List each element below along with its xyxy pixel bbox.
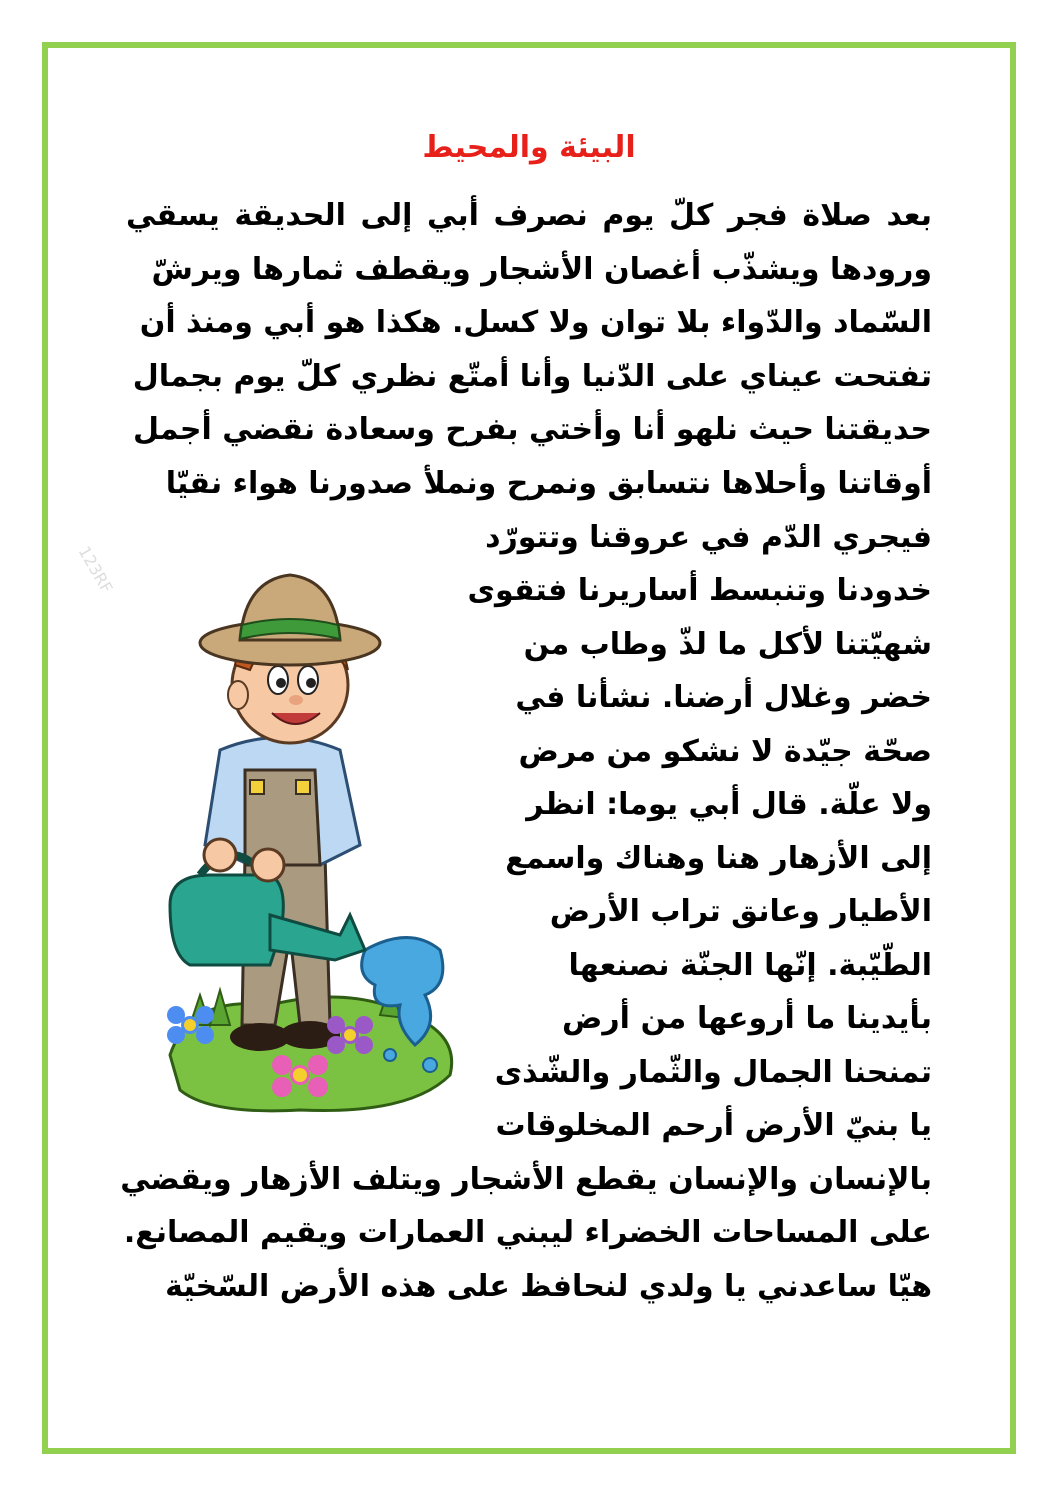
text-line: هيّا ساعدني يا ولدي لنحافظ على هذه الأرض السّخيّة: [165, 1269, 932, 1304]
text-line: صحّة جيّدة لا نشكو من مرض: [518, 734, 932, 769]
text-line: شهيّتنا لأكل ما لذّ وطاب من: [523, 627, 932, 662]
text-line: تمنحنا الجمال والثّمار والشّذى: [494, 1055, 932, 1090]
text-line: بعد صلاة فجر كلّ يوم نصرف أبي إلى الحديقة يسقي: [126, 198, 932, 233]
text-line: الطّيّبة. إنّها الجنّة نصنعها: [568, 948, 932, 983]
text-line: بالإنسان والإنسان يقطع الأشجار ويتلف الأزهار ويقضي: [120, 1162, 932, 1197]
text-line: يا بنيّ الأرض أرحم المخلوقات: [495, 1108, 932, 1143]
text-line: إلى الأزهار هنا وهناك واسمع: [505, 841, 932, 876]
text-line: خضر وغلال أرضنا. نشأنا في: [515, 680, 932, 715]
watermark-text: 123RF: [74, 542, 117, 597]
text-line: خدودنا وتنبسط أساريرنا فتقوى: [467, 573, 932, 608]
text-line: ورودها ويشذّب أغصان الأشجار ويقطف ثمارها ويرشّ: [151, 252, 932, 287]
text-line: الأطيار وعانق تراب الأرض: [549, 894, 932, 929]
text-line: السّماد والدّواء بلا توان ولا كسل. هكذا هو أبي ومنذ أن: [139, 305, 932, 340]
text-line: على المساحات الخضراء ليبني العمارات ويقيم المصانع.: [123, 1215, 932, 1250]
text-line: بأيدينا ما أروعها من أرض: [562, 1001, 932, 1036]
text-line: تفتحت عيناي على الدّنيا وأنا أمتّع نظري كلّ يوم بجمال: [132, 359, 932, 394]
text-line: ولا علّة. قال أبي يوما: انظر: [526, 787, 932, 822]
text-line: فيجري الدّم في عروقنا وتتورّد: [485, 520, 932, 555]
boy-gardener-illustration: [74, 542, 470, 1135]
text-line: أوقاتنا وأحلاها نتسابق ونمرح ونملأ صدورنا هواء نقيّا: [165, 466, 932, 501]
text-line: حديقتنا حيث نلهو أنا وأختي بفرح وسعادة نقضي أجمل: [133, 412, 932, 447]
page-title: البيئة والمحيط: [422, 130, 636, 165]
